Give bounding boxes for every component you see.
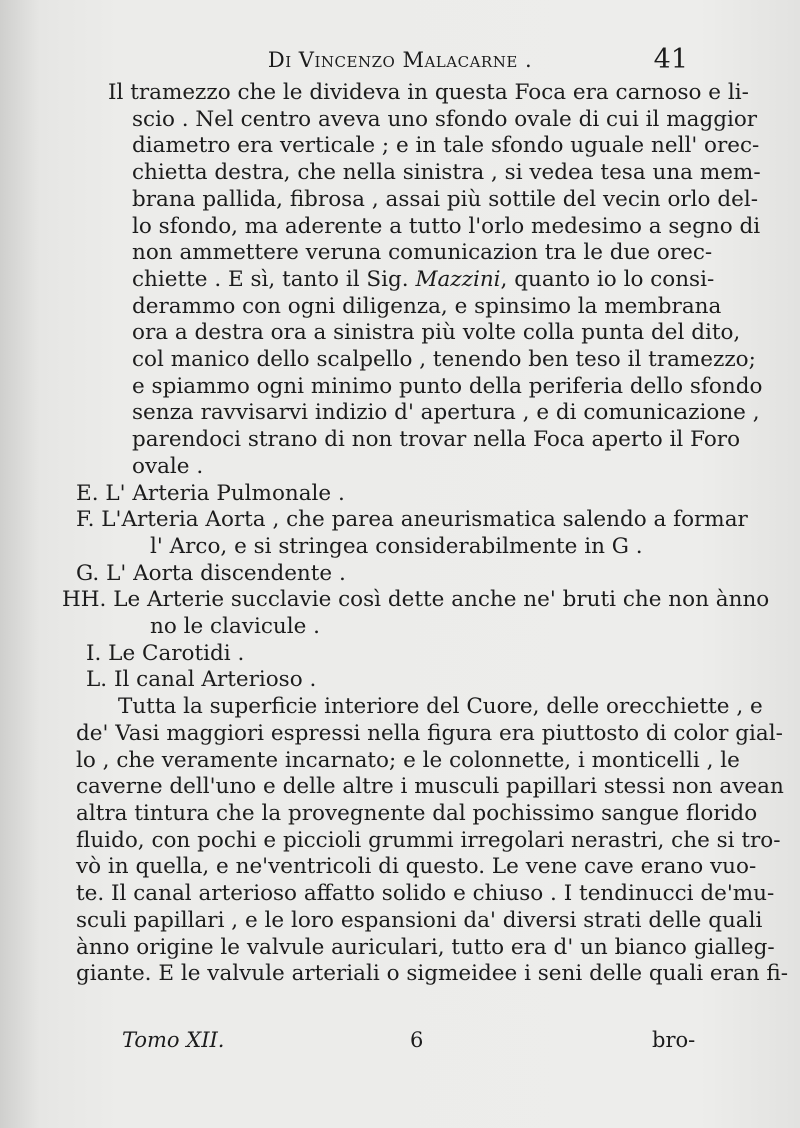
text-line: lo sfondo, ma aderente a tutto l'orlo medesimo a segno di bbox=[132, 213, 761, 239]
text-line: ovale . bbox=[132, 453, 204, 479]
page-body bbox=[62, 80, 789, 988]
text-line: senza ravvisarvi indizio d' apertura , e di comunicazione , bbox=[132, 400, 760, 426]
text-line: Tutta la superficie interiore del Cuore, delle orecchiette , e bbox=[118, 694, 763, 720]
text-fragment: chiette . E sì, tanto il Sig. bbox=[132, 266, 416, 292]
legend-item bbox=[86, 641, 690, 668]
text-line: sculi papillari , e le loro espansioni da' diversi strati delle quali bbox=[76, 907, 763, 933]
italic-name: Mazzini bbox=[415, 266, 501, 292]
legend-key: I. bbox=[86, 640, 102, 666]
page-header bbox=[0, 44, 800, 80]
legend-item bbox=[76, 561, 680, 588]
text-line: scio . Nel centro aveva uno sfondo ovale di cui il maggior bbox=[132, 106, 758, 132]
page-number: 41 bbox=[653, 44, 688, 75]
signature-mark: 6 bbox=[410, 1028, 424, 1052]
volume-label: Tomo XII. bbox=[122, 1028, 225, 1052]
text-line: de' Vasi maggiori espressi nella figura era piuttosto di color gial- bbox=[76, 720, 783, 746]
text-line: Il tramezzo che le divideva in questa Foca era carnoso e li- bbox=[108, 80, 749, 105]
text-line: te. Il canal arterioso affatto solido e chiuso . I tendinucci de'mu- bbox=[76, 881, 775, 907]
legend-key: E. bbox=[76, 480, 99, 506]
text-line-with-name bbox=[108, 266, 715, 294]
legend-continuation: no le clavicule . bbox=[150, 614, 320, 640]
legend-key: HH. bbox=[62, 587, 107, 613]
text-line: ora a destra ora a sinistra più volte colla punta del dito, bbox=[132, 320, 741, 346]
legend-item bbox=[76, 481, 680, 508]
legend-text: Il canal Arterioso . bbox=[113, 667, 317, 693]
text-line: diametro era verticale ; e in tale sfondo uguale nell' orec- bbox=[132, 133, 760, 159]
text-fragment: , quanto io lo consi- bbox=[500, 266, 715, 292]
text-line: col manico dello scalpello , tenendo ben teso il tramezzo; bbox=[132, 347, 756, 373]
text-line: chietta destra, che nella sinistra , si vedea tesa una mem- bbox=[132, 160, 761, 186]
legend-item bbox=[86, 667, 690, 694]
text-line: brana pallida, fibrosa , assai più sottile del vecin orlo del- bbox=[132, 186, 758, 212]
legend-text: L' Arteria Pulmonale . bbox=[105, 480, 345, 506]
legend-text: L'Arteria Aorta , che parea aneurismatica salendo a formar bbox=[101, 507, 748, 533]
text-line: altra tintura che la provegnente dal pochissimo sangue florido bbox=[76, 800, 758, 826]
legend-text: Le Carotidi . bbox=[108, 640, 245, 666]
legend-key: F. bbox=[76, 507, 95, 533]
text-line: e spiammo ogni minimo punto della periferia dello sfondo bbox=[132, 373, 763, 399]
legend-item bbox=[62, 587, 770, 614]
text-line: derammo con ogni diligenza, e spinsimo la membrana bbox=[132, 293, 722, 319]
legend-text: L' Aorta discendente . bbox=[106, 560, 346, 586]
text-line: fluido, con pochi e piccioli grummi irregolari nerastri, che si tro- bbox=[76, 827, 781, 853]
legend-key: L. bbox=[86, 667, 108, 693]
text-line: vò in quella, e ne'ventricoli di questo. Le vene cave erano vuo- bbox=[76, 854, 757, 880]
legend-key: G. bbox=[76, 560, 100, 586]
catchword: bro- bbox=[652, 1028, 696, 1052]
page-footer bbox=[0, 1028, 800, 1058]
text-line: non ammettere veruna comunicazion tra le due orec- bbox=[132, 240, 713, 266]
text-line: caverne dell'uno e delle altre i musculi papillari stessi non avean bbox=[76, 774, 784, 800]
text-line: parendoci strano di non trovar nella Foca aperto il Foro bbox=[132, 427, 741, 453]
legend-text: Le Arterie succlavie così dette anche ne' bruti che non ànno bbox=[113, 587, 770, 613]
text-line: lo , che veramente incarnato; e le colonnette, i monticelli , le bbox=[76, 747, 740, 773]
running-head: Di Vincenzo Malacarne . bbox=[267, 48, 533, 72]
legend-item bbox=[76, 507, 748, 534]
text-line: ànno origine le valvule auriculari, tutto era d' un bianco gialleg- bbox=[76, 934, 775, 960]
text-line: giante. E le valvule arteriali o sigmeidee i seni delle quali eran fi- bbox=[76, 961, 789, 987]
legend-continuation: l' Arco, e si stringea considerabilmente in G . bbox=[150, 533, 643, 559]
